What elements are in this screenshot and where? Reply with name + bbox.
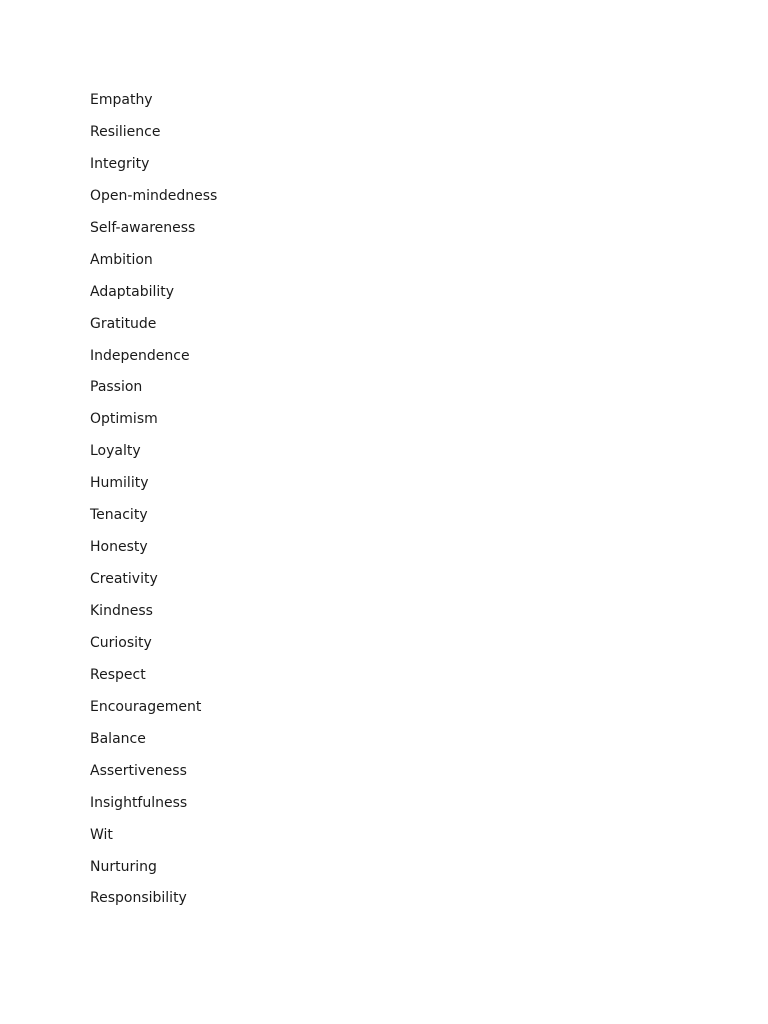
list-item: Kindness: [90, 603, 153, 619]
list-item: Creativity: [90, 571, 158, 588]
list-item: Open-mindedness: [90, 187, 218, 204]
list-item: Ambition: [90, 251, 153, 268]
list-item: Adaptability: [90, 283, 175, 300]
word-list: [90, 90, 217, 920]
list-item: Independence: [90, 347, 190, 364]
list-item: Integrity: [90, 155, 150, 172]
list-item: Balance: [90, 730, 146, 747]
list-item: Curiosity: [90, 634, 152, 651]
list-item: Tenacity: [90, 507, 148, 524]
list-item: Empathy: [90, 92, 153, 108]
list-item: Gratitude: [90, 315, 157, 332]
list-item: Encouragement: [90, 698, 202, 715]
list-item: Humility: [90, 475, 149, 492]
list-item: Passion: [90, 379, 143, 396]
list-item: Respect: [90, 666, 146, 683]
list-item: Resilience: [90, 123, 161, 140]
list-item: Optimism: [90, 411, 158, 428]
list-item: Honesty: [90, 539, 148, 556]
list-item: Self-awareness: [90, 219, 196, 236]
list-item: Insightfulness: [90, 794, 188, 811]
list-item: Responsibility: [90, 890, 187, 907]
list-item: Assertiveness: [90, 762, 187, 779]
list-item: Nurturing: [90, 858, 157, 875]
list-item: Wit: [90, 826, 113, 843]
list-item: Loyalty: [90, 443, 141, 460]
